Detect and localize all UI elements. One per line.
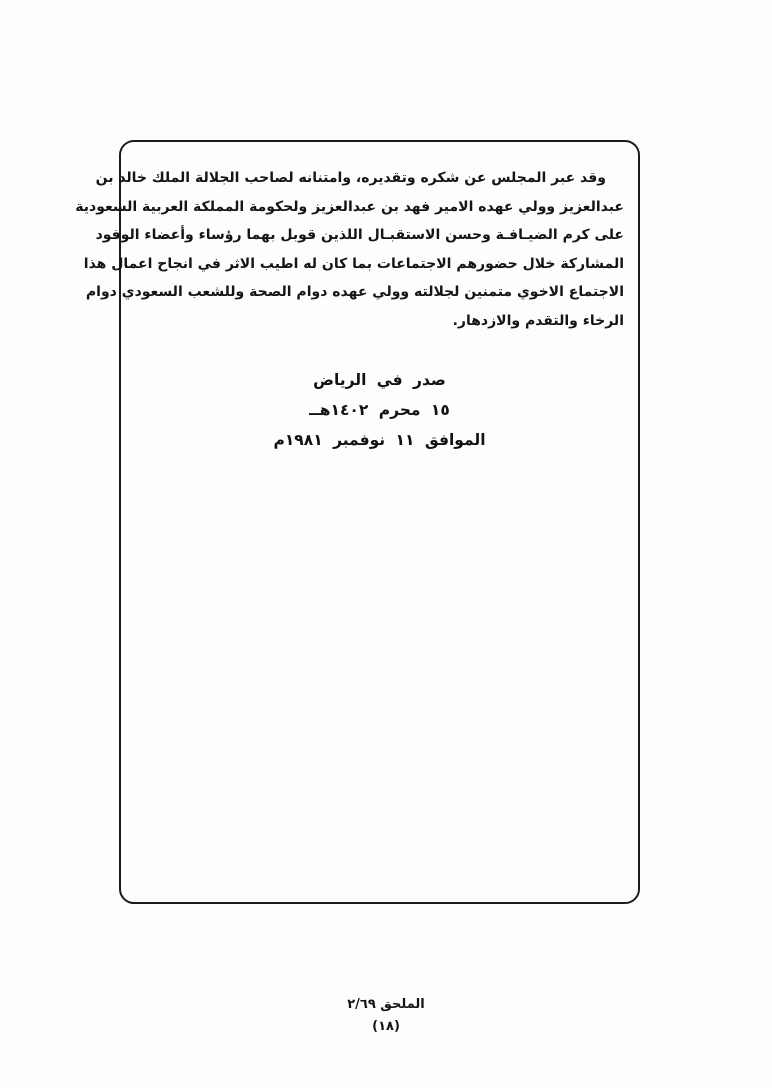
paragraph-line: عبدالعزيز وولي عهده الامير فهد بن عبدالعزيز ولحكومة المملكة العربية السعودية: [75, 198, 624, 215]
paragraph-line: المشاركة خلال حضورهم الاجتماعات بما كان له اطيب الاثر في انجاح اعمال هذا: [83, 255, 624, 272]
paragraph-line: الرخاء والتقدم والازدهار.: [452, 312, 624, 329]
paragraph-line: على كرم الضيـافـة وحسن الاستقبـال اللذين قوبل بهما رؤساء وأعضاء الوفود: [95, 227, 624, 243]
issued-place-line: صدر في الرياض: [313, 371, 446, 389]
body-paragraph: [75, 164, 624, 335]
gregorian-date-line: الموافق ١١ نوفمبر ١٩٨١م: [273, 431, 486, 449]
paragraph-line: وقد عبر المجلس عن شكره وتقديره، وامتنانه لصاحب الجلالة الملك خالد بن: [95, 170, 606, 186]
document-border-frame: [75, 140, 640, 904]
page-footer: [0, 997, 772, 1035]
annex-label: الملحق ٢/٦٩: [347, 997, 425, 1012]
page-number: (١٨): [372, 1019, 400, 1034]
paragraph-line: الاجتماع الاخوي متمنين لجلالته وولي عهده دوام الصحة وللشعب السعودي دوام: [85, 284, 624, 300]
hijri-date-line: ١٥ محرم ١٤٠٢هــ: [309, 401, 450, 419]
issuance-block: [135, 365, 624, 455]
